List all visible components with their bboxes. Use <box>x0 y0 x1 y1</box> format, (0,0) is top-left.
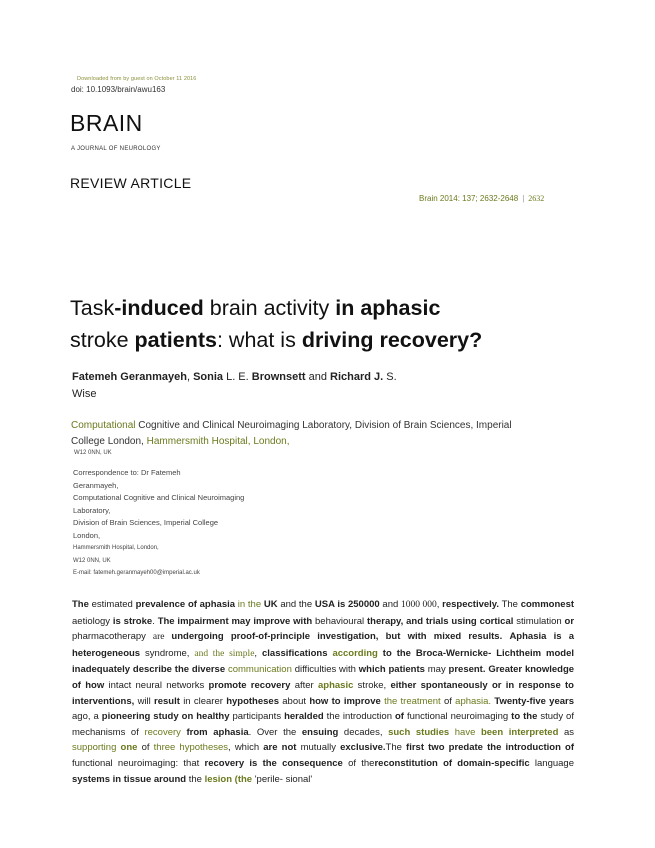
abstract-segment: recovery is the consequence <box>204 757 343 769</box>
abstract-segment: behavioural <box>312 615 367 627</box>
journal-subtitle: A JOURNAL OF NEUROLOGY <box>71 146 161 152</box>
affiliation-part: Cognitive and Clinical Neuroimaging Laboratory, Division of Brain Sciences, Imperial <box>135 420 512 431</box>
abstract-segment: USA is 250000 <box>314 599 380 610</box>
abstract-segment: and the <box>277 599 315 610</box>
journal-logo: BRAIN <box>70 110 143 136</box>
abstract-segment: which patients <box>358 664 425 676</box>
abstract-segment: UK <box>263 599 278 610</box>
correspondence-line: Hammersmith Hospital, London, <box>73 545 159 551</box>
abstract-segment: the <box>186 773 205 785</box>
abstract-segment: exclusive. <box>340 742 386 754</box>
abstract-segment: , <box>254 647 262 659</box>
abstract-segment: and <box>379 599 402 610</box>
doi[interactable]: doi: 10.1093/brain/awu163 <box>71 85 166 94</box>
abstract-segment: lesion (the <box>204 773 253 785</box>
abstract-segment: Aphasia is a heterogeneous <box>72 631 574 659</box>
abstract-segment: present. <box>448 664 486 676</box>
author-name[interactable]: Fatemeh Geranmayeh <box>72 371 187 383</box>
title-part: in aphasic <box>335 296 441 320</box>
title-part: stroke <box>70 328 135 352</box>
correspondence-block <box>73 467 333 580</box>
abstract-segment: either spontaneously <box>390 679 488 691</box>
abstract-segment: tissue around <box>123 773 187 785</box>
abstract-segment: may <box>424 664 449 676</box>
title-part: patients <box>134 328 217 352</box>
abstract-segment: . <box>152 615 158 627</box>
abstract-segment: from aphasia <box>186 726 249 738</box>
title-part: driving recovery? <box>301 328 483 352</box>
correspondence-line: W12 0NN, UK <box>73 557 111 564</box>
abstract-segment: respectively. <box>442 599 500 610</box>
abstract-segment: the treatment <box>384 695 441 707</box>
abstract-segment: classifications <box>262 647 328 659</box>
abstract-segment: according <box>332 647 378 659</box>
abstract-segment: decades, <box>338 726 383 738</box>
abstract-segment: . <box>248 726 257 738</box>
abstract-segment: how to improve <box>309 695 381 707</box>
abstract-segment: difficulties with <box>294 664 359 676</box>
abstract-segment: about <box>278 695 310 707</box>
abstract-segment: promote recovery <box>208 679 291 691</box>
abstract-segment: result <box>154 695 180 707</box>
article-title <box>70 292 550 356</box>
abstract-segment: and the simple <box>194 648 255 659</box>
abstract-segment: language <box>529 757 574 769</box>
abstract-segment: of <box>394 711 404 723</box>
abstract-segment: systems <box>72 773 111 785</box>
abstract-segment: The <box>499 599 521 610</box>
author-initials: S. <box>383 371 397 383</box>
correspondence-line: Division of Brain Sciences, Imperial College <box>73 518 219 527</box>
abstract-segment: undergoing proof-of-principle investigation, but with mixed results. <box>171 631 503 643</box>
abstract-segment: The impairment may improve with <box>157 615 313 627</box>
abstract-segment: functional neuroimaging <box>403 711 512 723</box>
abstract-segment: stroke, <box>353 679 391 691</box>
abstract-segment: of <box>137 742 154 754</box>
citation-text: Brain 2014: 137; 2632-2648 <box>419 194 519 203</box>
abstract-segment: in clearer <box>179 695 227 707</box>
correspondence-line: Computational Cognitive and Clinical Neuroimaging <box>73 493 245 502</box>
title-part: brain activity <box>203 296 336 320</box>
abstract-segment: , which <box>228 742 264 754</box>
abstract-segment: first two predate <box>401 742 488 754</box>
abstract-segment: of the <box>342 757 375 769</box>
abstract-segment: Greater knowledge of how <box>72 664 575 691</box>
abstract-segment: ago, a <box>72 711 102 723</box>
abstract-segment: of <box>440 695 452 707</box>
author-name[interactable]: Brownsett <box>251 371 306 383</box>
abstract-segment: Lichtheim model inadequately describe the diverse <box>72 647 574 676</box>
abstract-segment: as <box>558 726 575 738</box>
abstract-segment: after <box>290 679 318 691</box>
author-name[interactable]: Wise <box>72 388 97 400</box>
abstract-segment: heralded <box>284 711 324 723</box>
abstract-segment: have <box>454 726 476 738</box>
author-name[interactable]: Sonia <box>193 371 224 383</box>
abstract-segment: pharmacotherapy <box>72 631 146 643</box>
author-sep: , <box>186 371 194 383</box>
abstract-segment: in the <box>235 599 264 610</box>
abstract-segment: to the <box>511 711 538 723</box>
abstract-segment: one <box>120 742 138 754</box>
abstract-segment: 'perile- sional' <box>252 773 313 785</box>
abstract-segment: syndrome, <box>140 647 195 659</box>
abstract-segment: participants <box>229 711 285 723</box>
abstract-segment: is stroke <box>112 615 153 627</box>
abstract-segment: recovery <box>144 726 181 738</box>
abstract-segment: Twenty-five years <box>494 695 575 707</box>
abstract-segment: mutually <box>296 742 341 754</box>
author-name[interactable]: Richard J. <box>330 371 384 383</box>
affiliation <box>71 418 561 450</box>
abstract-segment: are not <box>263 742 297 754</box>
abstract-segment: , <box>436 599 443 610</box>
abstract-segment: in response to interventions, <box>72 679 574 707</box>
affiliation-part: College London, <box>71 436 147 447</box>
abstract-segment: Over the <box>256 726 302 738</box>
affiliation-part: Hammersmith <box>146 436 209 447</box>
abstract-segment: commonest <box>520 599 575 610</box>
correspondence-line: Geranmayeh, <box>73 480 119 490</box>
citation <box>419 194 544 203</box>
abstract-segment: ensuing <box>301 726 339 738</box>
abstract-segment: The <box>72 599 89 610</box>
download-note: Downloaded from by guest on October 11 2016 <box>77 76 197 82</box>
author-sep: and <box>305 371 331 383</box>
abstract-segment: estimated <box>88 599 136 610</box>
author-initials: L. E. <box>223 371 252 383</box>
abstract-segment: reconstitution of domain-specific <box>374 757 530 769</box>
abstract-segment: pioneering study on healthy <box>101 711 230 723</box>
abstract-segment: prevalence of aphasia <box>135 599 236 610</box>
abstract-segment: the introduction of <box>487 742 575 754</box>
correspondence-line: Correspondence to: Dr Fatemeh <box>73 468 181 477</box>
abstract-segment: in <box>112 773 122 785</box>
abstract-segment: aetiology <box>72 615 113 627</box>
correspondence-line: Laboratory, <box>73 505 111 515</box>
abstract-segment: such studies <box>388 726 450 738</box>
article-type: REVIEW ARTICLE <box>70 175 192 191</box>
abstract-segment: the <box>323 711 343 723</box>
abstract-segment: hypotheses <box>226 695 279 707</box>
abstract-segment: are <box>145 632 172 643</box>
abstract-segment: therapy, and trials using cortical <box>367 615 514 627</box>
title-part: Task <box>70 296 115 320</box>
abstract-segment: communication <box>227 664 292 676</box>
abstract-segment: stimulation <box>516 615 562 627</box>
abstract-segment: aphasic <box>318 679 354 691</box>
abstract-segment: 1000 000 <box>401 600 437 610</box>
abstract <box>72 597 574 788</box>
page-number: 2632 <box>528 194 545 203</box>
abstract-segment: The <box>385 742 402 754</box>
title-part: : what is <box>216 328 302 352</box>
abstract-segment: or <box>561 615 575 627</box>
affiliation-part: Computational <box>71 420 136 431</box>
correspondence-email[interactable]: E-mail: fatemeh.geranmayeh00@imperial.ac.uk <box>73 570 200 576</box>
abstract-segment: been interpreted <box>480 726 559 738</box>
abstract-segment: functional neuroimaging: that <box>72 757 205 769</box>
abstract-segment: three hypotheses <box>153 742 229 754</box>
abstract-segment: supporting <box>72 742 117 754</box>
abstract-segment: will <box>134 695 155 707</box>
affiliation-part: Hospital, London, <box>208 436 290 447</box>
abstract-segment: or <box>491 679 502 691</box>
abstract-segment: to the Broca-Wernicke- <box>382 647 492 659</box>
citation-separator: | <box>522 194 525 203</box>
abstract-segment: introduction <box>342 711 392 723</box>
abstract-segment: intact neural networks <box>104 679 209 691</box>
title-part: -induced <box>114 296 204 320</box>
abstract-segment: study of mechanisms of <box>72 711 574 738</box>
correspondence-line: London, <box>73 530 101 540</box>
abstract-segment: aphasia. <box>455 695 492 707</box>
author-list <box>72 369 432 403</box>
affiliation-postcode: W12 0NN, UK <box>74 450 112 456</box>
